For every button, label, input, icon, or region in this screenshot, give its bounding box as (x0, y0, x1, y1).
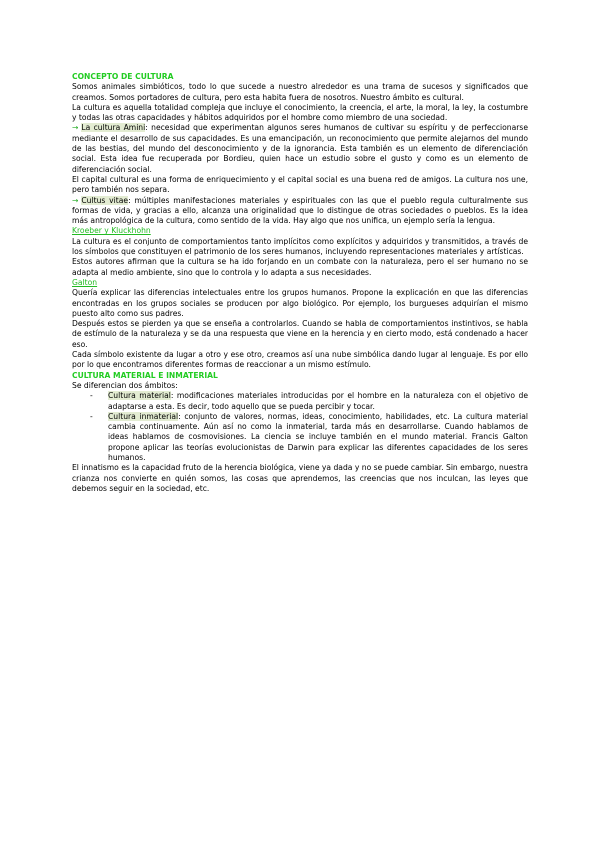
definition-text: : necesidad que experimentan algunos seres humanos de cultivar su espíritu y de perfeccionarse mediante el desarrollo de sus capacidades. Es una emancipación, un reconocimiento que permite alejarnos del mundo de las bestias, del mundo del desconocimiento y de la ignorancia. Esta también es un elemento de diferenciación social. Esta idea fue recuperada por Bordieu, quien hace un estudio sobre el gusto y como es un elemento de diferenciación social. (72, 123, 528, 174)
definition-text: : modificaciones materiales introducidas por el hombre en la naturaleza con el objetivo de adaptarse a esta. Es decir, todo aquello que se pueda percibir y tocar. (108, 391, 528, 411)
paragraph: La cultura es el conjunto de comportamientos tanto implícitos como explícitos y adquiridos y transmitidos, a través de los símbolos que constituyen el patrimonio de los seres humanos, incluyendo representaciones materiales y artísticas. (72, 236, 528, 257)
paragraph: El capital cultural es una forma de enriquecimiento y el capital social es una buena red de amigos. La cultura nos une, pero también nos separa. (72, 174, 528, 195)
paragraph: Se diferencian dos ámbitos: (72, 380, 178, 390)
list-item (72, 391, 528, 412)
paragraph: El innatismo es la capacidad fruto de la herencia biológica, viene ya dada y no se puede cambiar. Sin embargo, nuestra crianza nos convierte en quién somos, las cosas que aprendemos, las creencias que nos inculcan, las leyes que debemos seguir en la sociedad, etc. (72, 463, 528, 493)
definition-text: : múltiples manifestaciones materiales y espirituales con las que el pueblo regula culturalmente sus formas de vida, y gracias a ello, alcanza una originalidad que lo distingue de otras sociedades o pueblos. Es la idea más antropológica de la cultura, como sentido de la vida. Hay algo que nos unifica, un ejemplo sería la lengua. (72, 195, 528, 226)
paragraph: Quería explicar las diferencias intelectuales entre los grupos humanos. Propone la explicación en que las diferencias encontradas en los grupos sociales se producen por algo biológico. Por ejemplo, los burgueses adquirían el mismo puesto alto como sus padres. (72, 288, 528, 318)
section-heading-material: CULTURA MATERIAL E INMATERIAL (72, 370, 218, 380)
paragraph-cultus-vitae (72, 196, 528, 227)
paragraph: Estos autores afirman que la cultura se ha ido forjando en un combate con la naturaleza, pero el ser humano no se adapta al medio ambiente, sino que lo controla y lo adapta a sus necesidades. (72, 257, 528, 277)
paragraph-cultura-amini (72, 123, 528, 174)
definition-text: : conjunto de valores, normas, ideas, conocimiento, habilidades, etc. La cultura material cambia continuamente. Aún así no como la inmaterial, tarda más en desarrollarse. Cuando hablamos de ideas hablamos de cosmovisiones. La ciencia se incluye también en el mundo material. Francis Galton propone aplicar las teorías evolucionistas de Darwin para explicar las diferentes capacidades de los seres humanos. (108, 411, 528, 462)
arrow-icon: → (72, 195, 79, 205)
paragraph: Cada símbolo existente da lugar a otro y ese otro, creamos así una nube simbólica dando lugar al lenguaje. Es por ello por lo que encontramos diferentes formas de reaccionar a un mismo estímulo. (72, 350, 528, 370)
list-item (72, 412, 528, 463)
bullet-list (72, 391, 528, 463)
arrow-icon: → (72, 123, 79, 133)
paragraph: Después estos se pierden ya que se enseña a controlarlos. Cuando se habla de comportamientos instintivos, se habla de estímulo de la naturaleza y se da una respuesta que viene en la herencia y en cierto modo, está condenado a hacer eso. (72, 319, 528, 349)
highlighted-term: Cultura inmaterial (108, 411, 179, 421)
highlighted-term: Cultura material (108, 391, 171, 401)
dash-bullet-icon: - (90, 411, 93, 421)
subheading-kroeber-link[interactable]: Kroeber y Kluckhohn (72, 226, 151, 236)
section-heading-concepto: CONCEPTO DE CULTURA (72, 72, 174, 81)
subheading-galton-link[interactable]: Galton (72, 277, 98, 287)
paragraph: La cultura es aquella totalidad compleja que incluye el conocimiento, la creencia, el arte, la moral, la ley, la costumbre y todas las otras capacidades y hábitos adquiridos por el hombre como miembro de una sociedad. (72, 102, 528, 123)
paragraph: Somos animales simbióticos, todo lo que sucede a nuestro alrededor es una trama de sucesos y significados que creamos. Somos portadores de cultura, pero esta habita fuera de nosotros. Nuestro ámbito es cultural. (72, 82, 528, 102)
highlighted-term: La cultura Amini (81, 123, 146, 133)
highlighted-term: Cultus vitae (81, 195, 129, 205)
dash-bullet-icon: - (90, 391, 93, 401)
